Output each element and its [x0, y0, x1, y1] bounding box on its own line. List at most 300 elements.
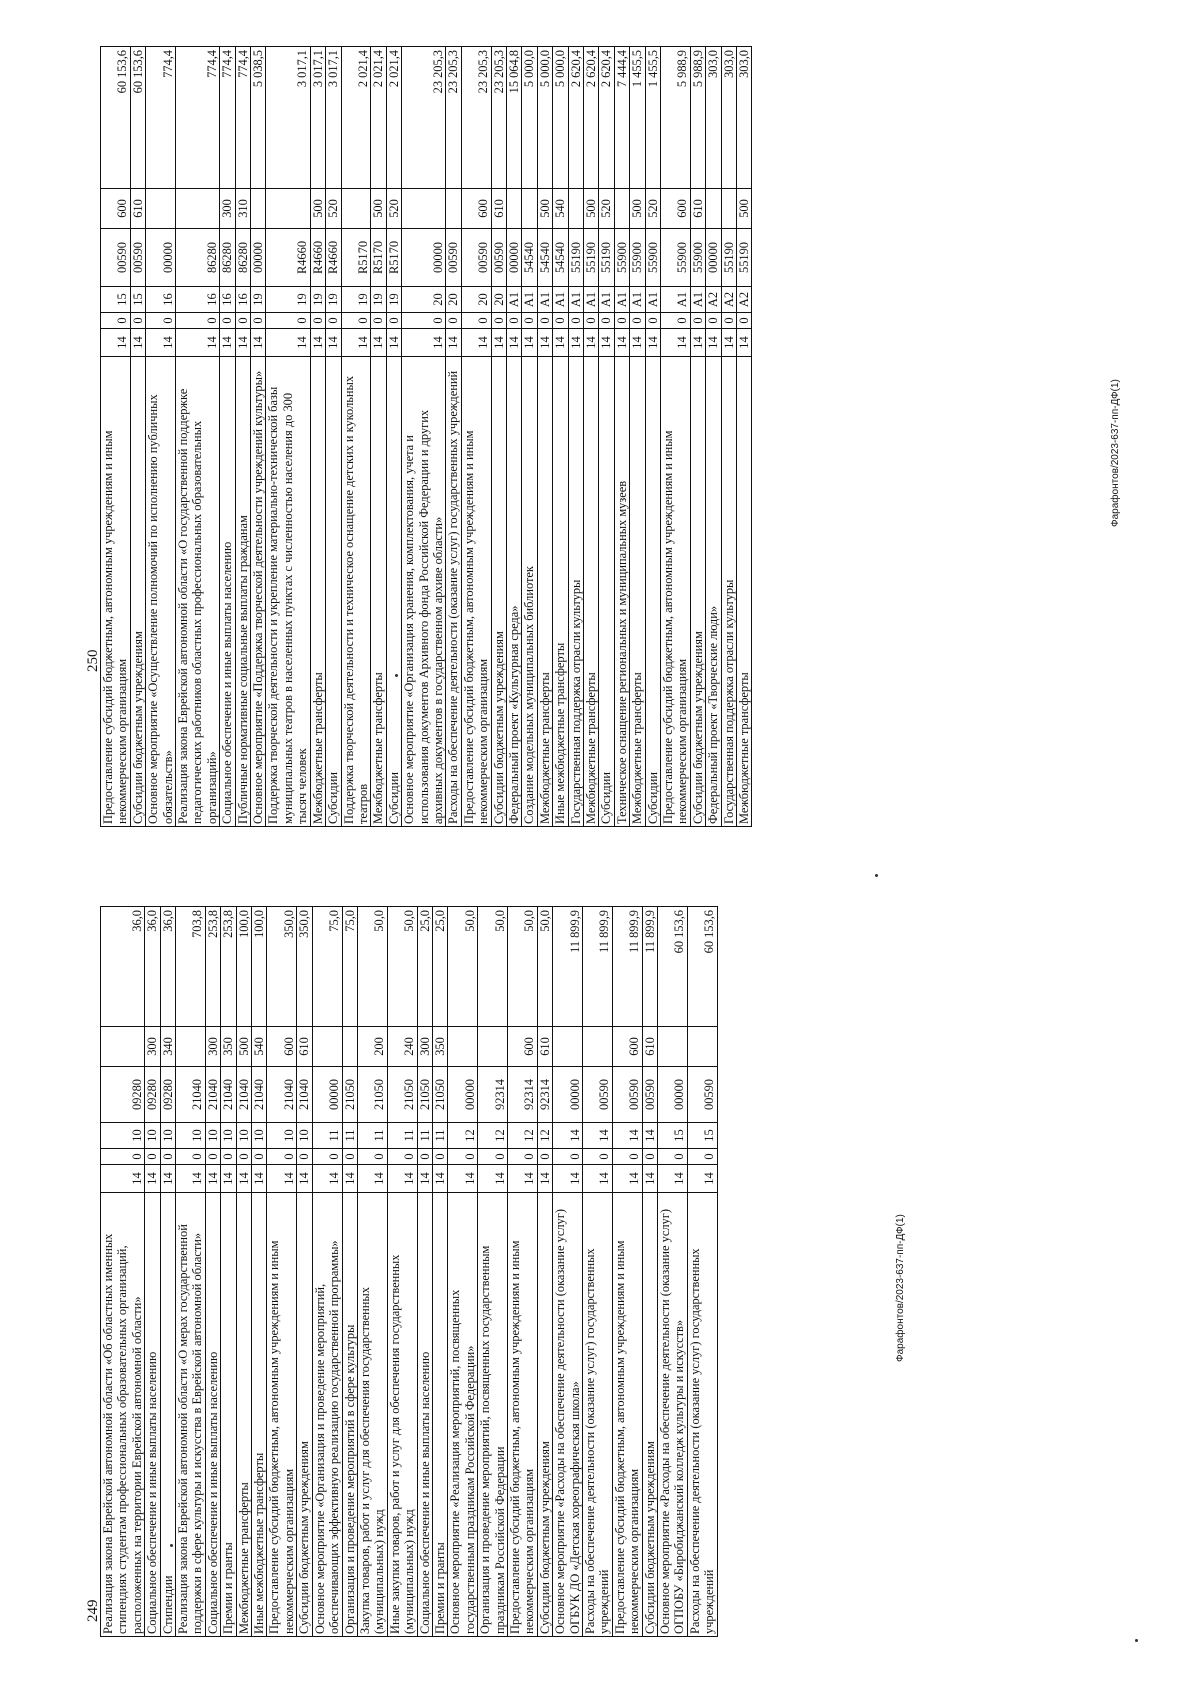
row-name-cell: Основное мероприятие «Организация хранения, комплектования, учета и использования документов Архивного фонда Российской Федерации и других архивных документов в государственном архиве области» — [402, 357, 446, 827]
table-row — [145, 907, 160, 1637]
expense-type-cell — [522, 189, 537, 229]
expense-type-cell: 350 — [432, 1027, 447, 1067]
amount-cell: 2 620,4 — [584, 47, 599, 189]
code-subsection-cell: 0 — [584, 313, 599, 329]
code-item-cell: R5170 — [371, 229, 386, 287]
row-name-cell: Межбюджетные трансферты — [371, 357, 386, 827]
expense-type-cell: 500 — [310, 189, 325, 229]
row-name-cell: Расходы на обеспечение деятельности (оказание услуг) государственных учреждений — [583, 1193, 613, 1637]
code-section-cell: 14 — [205, 1165, 220, 1193]
code-item-cell: 09280 — [101, 1067, 145, 1123]
code-program-cell: 10 — [101, 1123, 145, 1149]
amount-cell: 50,0 — [478, 907, 508, 1027]
code-section-cell: 14 — [642, 1165, 657, 1193]
table-row — [101, 907, 145, 1637]
code-item-cell: R5170 — [341, 229, 371, 287]
expense-type-cell: 540 — [252, 1027, 267, 1067]
row-name-cell: Социальное обеспечение и иные выплаты населению — [417, 1193, 432, 1637]
row-name-cell: Межбюджетные трансферты — [236, 1193, 251, 1637]
expense-type-cell — [266, 189, 310, 229]
amount-cell: 23 205,3 — [446, 47, 461, 189]
code-section-cell: 14 — [612, 1165, 642, 1193]
code-subsection-cell: 0 — [251, 313, 266, 329]
row-name-cell: Расходы на обеспечение деятельности (оказание услуг) государственных учреждений — [687, 1193, 717, 1637]
expense-type-cell: 300 — [145, 1027, 160, 1067]
expense-type-cell — [506, 189, 521, 229]
table-row — [507, 907, 537, 1637]
code-item-cell: 00000 — [146, 229, 176, 287]
code-item-cell: 21040 — [236, 1067, 251, 1123]
code-item-cell: 21050 — [342, 1067, 357, 1123]
amount-cell: 23 205,3 — [402, 47, 446, 189]
code-section-cell: 14 — [357, 1165, 387, 1193]
code-program-cell: 11 — [417, 1123, 432, 1149]
code-subsection-cell: 0 — [599, 313, 614, 329]
expense-type-cell: 520 — [645, 189, 660, 229]
row-name-cell: Предоставление субсидий бюджетным, автономным учреждениям и иным некоммерческим организациям — [507, 1193, 537, 1637]
table-row — [583, 907, 613, 1637]
row-name-cell: Социальное обеспечение и иные выплаты населению — [220, 357, 235, 827]
row-name-cell: Поддержка творческой деятельности и укрепление материально-технической базы муниципальных театров в населенных пунктах с численностью населения до 300 тысяч человек — [266, 357, 310, 827]
table-row — [461, 47, 491, 827]
row-name-cell: Субсидии — [599, 357, 614, 827]
row-name-cell: Предоставление субсидий бюджетным, автономным учреждениям и иным некоммерческим организациям — [461, 357, 491, 827]
code-program-cell: 15 — [687, 1123, 717, 1149]
amount-cell: 11 899,9 — [612, 907, 642, 1027]
table-row — [176, 47, 220, 827]
amount-cell: 75,0 — [312, 907, 342, 1027]
amount-cell: 5 988,9 — [690, 47, 705, 189]
amount-cell: 36,0 — [160, 907, 175, 1027]
amount-cell: 23 205,3 — [491, 47, 506, 189]
code-section-cell: 14 — [417, 1165, 432, 1193]
table-row — [446, 47, 461, 827]
row-name-cell: Межбюджетные трансферты — [584, 357, 599, 827]
row-name-cell: Предоставление субсидий бюджетным, автономным учреждениям и иным некоммерческим организациям — [101, 357, 131, 827]
code-program-cell: 11 — [357, 1123, 387, 1149]
code-program-cell: A1 — [690, 287, 705, 313]
code-subsection-cell: 0 — [205, 1149, 220, 1165]
expense-type-cell: 500 — [371, 189, 386, 229]
code-program-cell: A1 — [599, 287, 614, 313]
amount-cell: 3 017,1 — [266, 47, 310, 189]
code-section-cell: 14 — [371, 329, 386, 357]
code-program-cell: 10 — [176, 1123, 206, 1149]
amount-cell: 303,0 — [737, 47, 752, 189]
row-name-cell: Основное мероприятие «Расходы на обеспечение деятельности (оказание услуг) ОГПОБУ «Биробиджанский колледж культуры и искусств» — [658, 1193, 688, 1637]
amount-cell: 2 021,4 — [371, 47, 386, 189]
code-program-cell: 10 — [297, 1123, 312, 1149]
expense-type-cell — [101, 1027, 145, 1067]
code-program-cell: 19 — [341, 287, 371, 313]
code-section-cell: 14 — [599, 329, 614, 357]
table-row — [687, 907, 717, 1637]
code-subsection-cell: 0 — [506, 313, 521, 329]
code-section-cell: 14 — [235, 329, 250, 357]
code-item-cell: 21040 — [176, 1067, 206, 1123]
code-program-cell: 16 — [220, 287, 235, 313]
code-program-cell: 12 — [448, 1123, 478, 1149]
code-program-cell: 11 — [342, 1123, 357, 1149]
amount-cell: 50,0 — [537, 907, 552, 1027]
amount-cell: 350,0 — [297, 907, 312, 1027]
expense-type-cell: 300 — [205, 1027, 220, 1067]
code-section-cell: 14 — [721, 329, 736, 357]
code-item-cell: 92314 — [478, 1067, 508, 1123]
code-item-cell: 54540 — [522, 229, 537, 287]
code-subsection-cell: 0 — [614, 313, 629, 329]
amount-cell: 100,0 — [252, 907, 267, 1027]
code-program-cell: 19 — [326, 287, 341, 313]
code-subsection-cell: 0 — [645, 313, 660, 329]
code-section-cell: 14 — [661, 329, 691, 357]
table-row — [221, 907, 236, 1637]
code-section-cell: 14 — [446, 329, 461, 357]
amount-cell: 50,0 — [357, 907, 387, 1027]
code-item-cell: 92314 — [537, 1067, 552, 1123]
code-item-cell: 00590 — [461, 229, 491, 287]
table-row — [146, 47, 176, 827]
amount-cell: 3 017,1 — [310, 47, 325, 189]
code-subsection-cell: 0 — [642, 1149, 657, 1165]
code-item-cell: 21050 — [357, 1067, 387, 1123]
row-name-cell: Техническое оснащение региональных и муниципальных музеев — [614, 357, 629, 827]
amount-cell: 50,0 — [387, 907, 417, 1027]
row-name-cell: Закупка товаров, работ и услуг для обеспечения государственных (муниципальных) нужд — [357, 1193, 387, 1637]
table-row — [645, 47, 660, 827]
code-section-cell: 14 — [326, 329, 341, 357]
code-item-cell: 54540 — [537, 229, 552, 287]
row-name-cell: Межбюджетные трансферты — [537, 357, 552, 827]
row-name-cell: Федеральный проект «Культурная среда» — [506, 357, 521, 827]
code-item-cell: 00590 — [101, 229, 131, 287]
code-subsection-cell: 0 — [326, 313, 341, 329]
code-section-cell: 14 — [491, 329, 506, 357]
code-section-cell: 14 — [251, 329, 266, 357]
amount-cell: 5 988,9 — [661, 47, 691, 189]
code-section-cell: 14 — [583, 1165, 613, 1193]
code-subsection-cell: 0 — [522, 313, 537, 329]
row-name-cell: Иные закупки товаров, работ и услуг для обеспечения государственных (муниципальных) нужд — [387, 1193, 417, 1637]
table-row — [312, 907, 342, 1637]
code-subsection-cell: 0 — [417, 1149, 432, 1165]
amount-cell: 25,0 — [417, 907, 432, 1027]
code-section-cell: 14 — [176, 1165, 206, 1193]
code-subsection-cell: 0 — [507, 1149, 537, 1165]
row-name-cell: Иные межбюджетные трансферты — [553, 357, 568, 827]
code-program-cell: A1 — [537, 287, 552, 313]
code-section-cell: 14 — [101, 1165, 145, 1193]
table-row — [491, 47, 506, 827]
expense-type-cell: 600 — [612, 1027, 642, 1067]
code-section-cell: 14 — [614, 329, 629, 357]
code-program-cell: 10 — [145, 1123, 160, 1149]
table-row — [357, 907, 387, 1637]
code-subsection-cell: 0 — [297, 1149, 312, 1165]
expense-type-cell — [478, 1027, 508, 1067]
code-program-cell: 11 — [312, 1123, 342, 1149]
table-row — [553, 907, 583, 1637]
amount-cell: 2 620,4 — [599, 47, 614, 189]
code-program-cell: 11 — [432, 1123, 447, 1149]
code-item-cell: 00590 — [491, 229, 506, 287]
page-number-right: 250 — [85, 649, 101, 672]
code-item-cell: 00590 — [687, 1067, 717, 1123]
code-subsection-cell: 0 — [220, 313, 235, 329]
code-subsection-cell: 0 — [448, 1149, 478, 1165]
code-item-cell: 00000 — [402, 229, 446, 287]
code-program-cell: 16 — [146, 287, 176, 313]
table-row — [252, 907, 267, 1637]
table-row — [721, 47, 736, 827]
expense-type-cell: 540 — [553, 189, 568, 229]
code-item-cell: 55900 — [614, 229, 629, 287]
amount-cell: 5 000,0 — [553, 47, 568, 189]
code-section-cell: 14 — [522, 329, 537, 357]
table-row — [642, 907, 657, 1637]
amount-cell: 11 899,9 — [583, 907, 613, 1027]
expense-type-cell: 500 — [236, 1027, 251, 1067]
amount-cell: 100,0 — [236, 907, 251, 1027]
amount-cell: 703,8 — [176, 907, 206, 1027]
row-name-cell: Основное мероприятие «Осуществление полномочий по исполнению публичных обязательств» — [146, 357, 176, 827]
table-row — [101, 47, 131, 827]
expense-type-cell — [706, 189, 721, 229]
expense-type-cell — [568, 189, 583, 229]
table-row — [553, 47, 568, 827]
code-program-cell: 14 — [553, 1123, 583, 1149]
code-section-cell: 14 — [537, 1165, 552, 1193]
table-row — [160, 907, 175, 1637]
code-subsection-cell: 0 — [357, 1149, 387, 1165]
code-subsection-cell: 0 — [176, 313, 220, 329]
table-row — [176, 907, 206, 1637]
code-section-cell: 14 — [568, 329, 583, 357]
code-subsection-cell: 0 — [721, 313, 736, 329]
code-section-cell: 14 — [645, 329, 660, 357]
code-item-cell: 54540 — [553, 229, 568, 287]
code-program-cell: A1 — [661, 287, 691, 313]
code-subsection-cell: 0 — [146, 313, 176, 329]
amount-cell: 11 899,9 — [553, 907, 583, 1027]
code-item-cell: 21050 — [387, 1067, 417, 1123]
expense-type-cell: 500 — [584, 189, 599, 229]
row-name-cell: Субсидии бюджетным учреждениям — [690, 357, 705, 827]
amount-cell: 60 153,6 — [130, 47, 145, 189]
amount-cell: 60 153,6 — [658, 907, 688, 1027]
code-item-cell: 21040 — [221, 1067, 236, 1123]
expense-type-cell: 350 — [221, 1027, 236, 1067]
expense-type-cell: 600 — [507, 1027, 537, 1067]
expense-type-cell: 520 — [386, 189, 401, 229]
code-subsection-cell: 0 — [386, 313, 401, 329]
code-program-cell: 12 — [478, 1123, 508, 1149]
code-section-cell: 14 — [584, 329, 599, 357]
code-section-cell: 14 — [690, 329, 705, 357]
expense-type-cell — [583, 1027, 613, 1067]
code-section-cell: 14 — [252, 1165, 267, 1193]
row-name-cell: Предоставление субсидий бюджетным, автономным учреждениям и иным некоммерческим организациям — [661, 357, 691, 827]
table-row — [506, 47, 521, 827]
code-item-cell: 55190 — [568, 229, 583, 287]
expense-type-cell: 600 — [461, 189, 491, 229]
table-row — [267, 907, 297, 1637]
table-row — [387, 907, 417, 1637]
table-row — [661, 47, 691, 827]
amount-cell: 3 017,1 — [326, 47, 341, 189]
code-item-cell: 55900 — [630, 229, 645, 287]
amount-cell: 36,0 — [145, 907, 160, 1027]
row-name-cell: Субсидии — [326, 357, 341, 827]
code-section-cell: 14 — [310, 329, 325, 357]
row-name-cell: Субсидии бюджетным учреждениям — [297, 1193, 312, 1637]
code-item-cell: 21040 — [252, 1067, 267, 1123]
row-name-cell: Поддержка творческой деятельности и техническое оснащение детских и кукольных театров — [341, 357, 371, 827]
table-row — [448, 907, 478, 1637]
expense-type-cell: 310 — [235, 189, 250, 229]
table-row — [235, 47, 250, 827]
code-program-cell: 19 — [251, 287, 266, 313]
code-program-cell: A1 — [522, 287, 537, 313]
amount-cell: 36,0 — [101, 907, 145, 1027]
code-item-cell: R4660 — [266, 229, 310, 287]
row-name-cell: Субсидии — [386, 357, 401, 827]
table-row — [537, 907, 552, 1637]
code-item-cell: 09280 — [160, 1067, 175, 1123]
code-program-cell: 15 — [658, 1123, 688, 1149]
table-row — [478, 907, 508, 1637]
expense-type-cell — [176, 189, 220, 229]
code-subsection-cell: 0 — [461, 313, 491, 329]
code-item-cell: 00590 — [583, 1067, 613, 1123]
code-subsection-cell: 0 — [661, 313, 691, 329]
code-section-cell: 14 — [402, 329, 446, 357]
code-section-cell: 14 — [176, 329, 220, 357]
table-row — [310, 47, 325, 827]
code-item-cell: 21040 — [267, 1067, 297, 1123]
code-subsection-cell: 0 — [658, 1149, 688, 1165]
code-program-cell: 11 — [387, 1123, 417, 1149]
table-row — [417, 907, 432, 1637]
code-program-cell: A2 — [706, 287, 721, 313]
table-row — [432, 907, 447, 1637]
amount-cell: 50,0 — [507, 907, 537, 1027]
expense-type-cell: 610 — [642, 1027, 657, 1067]
row-name-cell: Межбюджетные трансферты — [630, 357, 645, 827]
code-item-cell: 55190 — [737, 229, 752, 287]
code-section-cell: 14 — [537, 329, 552, 357]
row-name-cell: Реализация закона Еврейской автономной области «Об областных именных стипендиях студентам профессиональных образовательных организаций, расположенных на территории Еврейской автономной области» — [101, 1193, 145, 1637]
code-program-cell: 20 — [491, 287, 506, 313]
table-row — [537, 47, 552, 827]
expense-type-cell: 500 — [737, 189, 752, 229]
code-subsection-cell: 0 — [341, 313, 371, 329]
code-item-cell: 55190 — [584, 229, 599, 287]
expense-type-cell — [721, 189, 736, 229]
row-name-cell: Реализация закона Еврейской автономной области «О государственной поддержке педагогических работников областных профессиональных образовательных организаций» — [176, 357, 220, 827]
table-row — [614, 47, 629, 827]
amount-cell: 7 444,4 — [614, 47, 629, 189]
code-subsection-cell: 0 — [130, 313, 145, 329]
code-item-cell: 00590 — [612, 1067, 642, 1123]
code-program-cell: 19 — [371, 287, 386, 313]
amount-cell: 50,0 — [448, 907, 478, 1027]
row-name-cell: Межбюджетные трансферты — [737, 357, 752, 827]
code-item-cell: 55900 — [661, 229, 691, 287]
code-section-cell: 14 — [145, 1165, 160, 1193]
code-item-cell: 00000 — [506, 229, 521, 287]
code-section-cell: 14 — [461, 329, 491, 357]
code-program-cell: 10 — [205, 1123, 220, 1149]
code-program-cell: A1 — [506, 287, 521, 313]
amount-cell: 5 000,0 — [522, 47, 537, 189]
expense-type-cell: 300 — [417, 1027, 432, 1067]
amount-cell: 253,8 — [221, 907, 236, 1027]
code-item-cell: 55190 — [599, 229, 614, 287]
row-name-cell: Организация и проведение мероприятий, посвященных государственным праздникам Российской Федерации — [478, 1193, 508, 1637]
expense-type-cell — [176, 1027, 206, 1067]
code-subsection-cell: 0 — [630, 313, 645, 329]
table-row — [658, 907, 688, 1637]
code-subsection-cell: 0 — [267, 1149, 297, 1165]
row-name-cell: Создание модельных муниципальных библиотек — [522, 357, 537, 827]
code-item-cell: 55190 — [721, 229, 736, 287]
code-subsection-cell: 0 — [221, 1149, 236, 1165]
code-section-cell: 14 — [737, 329, 752, 357]
code-section-cell: 14 — [221, 1165, 236, 1193]
expense-type-cell: 610 — [491, 189, 506, 229]
code-section-cell: 14 — [630, 329, 645, 357]
row-name-cell: Стипендии — [160, 1193, 175, 1637]
row-name-cell: Иные межбюджетные трансферты — [252, 1193, 267, 1637]
code-subsection-cell: 0 — [145, 1149, 160, 1165]
code-subsection-cell: 0 — [235, 313, 250, 329]
code-section-cell: 14 — [432, 1165, 447, 1193]
code-program-cell: A1 — [568, 287, 583, 313]
code-subsection-cell: 0 — [101, 1149, 145, 1165]
code-subsection-cell: 0 — [387, 1149, 417, 1165]
code-section-cell: 14 — [146, 329, 176, 357]
code-subsection-cell: 0 — [583, 1149, 613, 1165]
code-program-cell: A1 — [645, 287, 660, 313]
code-section-cell: 14 — [342, 1165, 357, 1193]
expense-type-cell — [402, 189, 446, 229]
expense-type-cell — [146, 189, 176, 229]
row-name-cell: Организация и проведение мероприятий в сфере культуры — [342, 1193, 357, 1637]
code-section-cell: 14 — [312, 1165, 342, 1193]
table-row — [326, 47, 341, 827]
code-section-cell: 14 — [553, 1165, 583, 1193]
code-program-cell: A1 — [553, 287, 568, 313]
code-item-cell: R4660 — [310, 229, 325, 287]
expense-type-cell — [341, 189, 371, 229]
code-program-cell: 15 — [101, 287, 131, 313]
expense-type-cell: 600 — [267, 1027, 297, 1067]
amount-cell: 303,0 — [721, 47, 736, 189]
expense-type-cell — [658, 1027, 688, 1067]
amount-cell: 774,4 — [146, 47, 176, 189]
table-row — [341, 47, 371, 827]
code-section-cell: 14 — [507, 1165, 537, 1193]
row-name-cell: Предоставление субсидий бюджетным, автономным учреждениям и иным некоммерческим организациям — [612, 1193, 642, 1637]
table-row — [205, 907, 220, 1637]
code-subsection-cell: 0 — [537, 1149, 552, 1165]
row-name-cell: Субсидии бюджетным учреждениям — [642, 1193, 657, 1637]
code-item-cell: 00000 — [251, 229, 266, 287]
code-subsection-cell: 0 — [491, 313, 506, 329]
table-row — [690, 47, 705, 827]
row-name-cell: Субсидии — [645, 357, 660, 827]
